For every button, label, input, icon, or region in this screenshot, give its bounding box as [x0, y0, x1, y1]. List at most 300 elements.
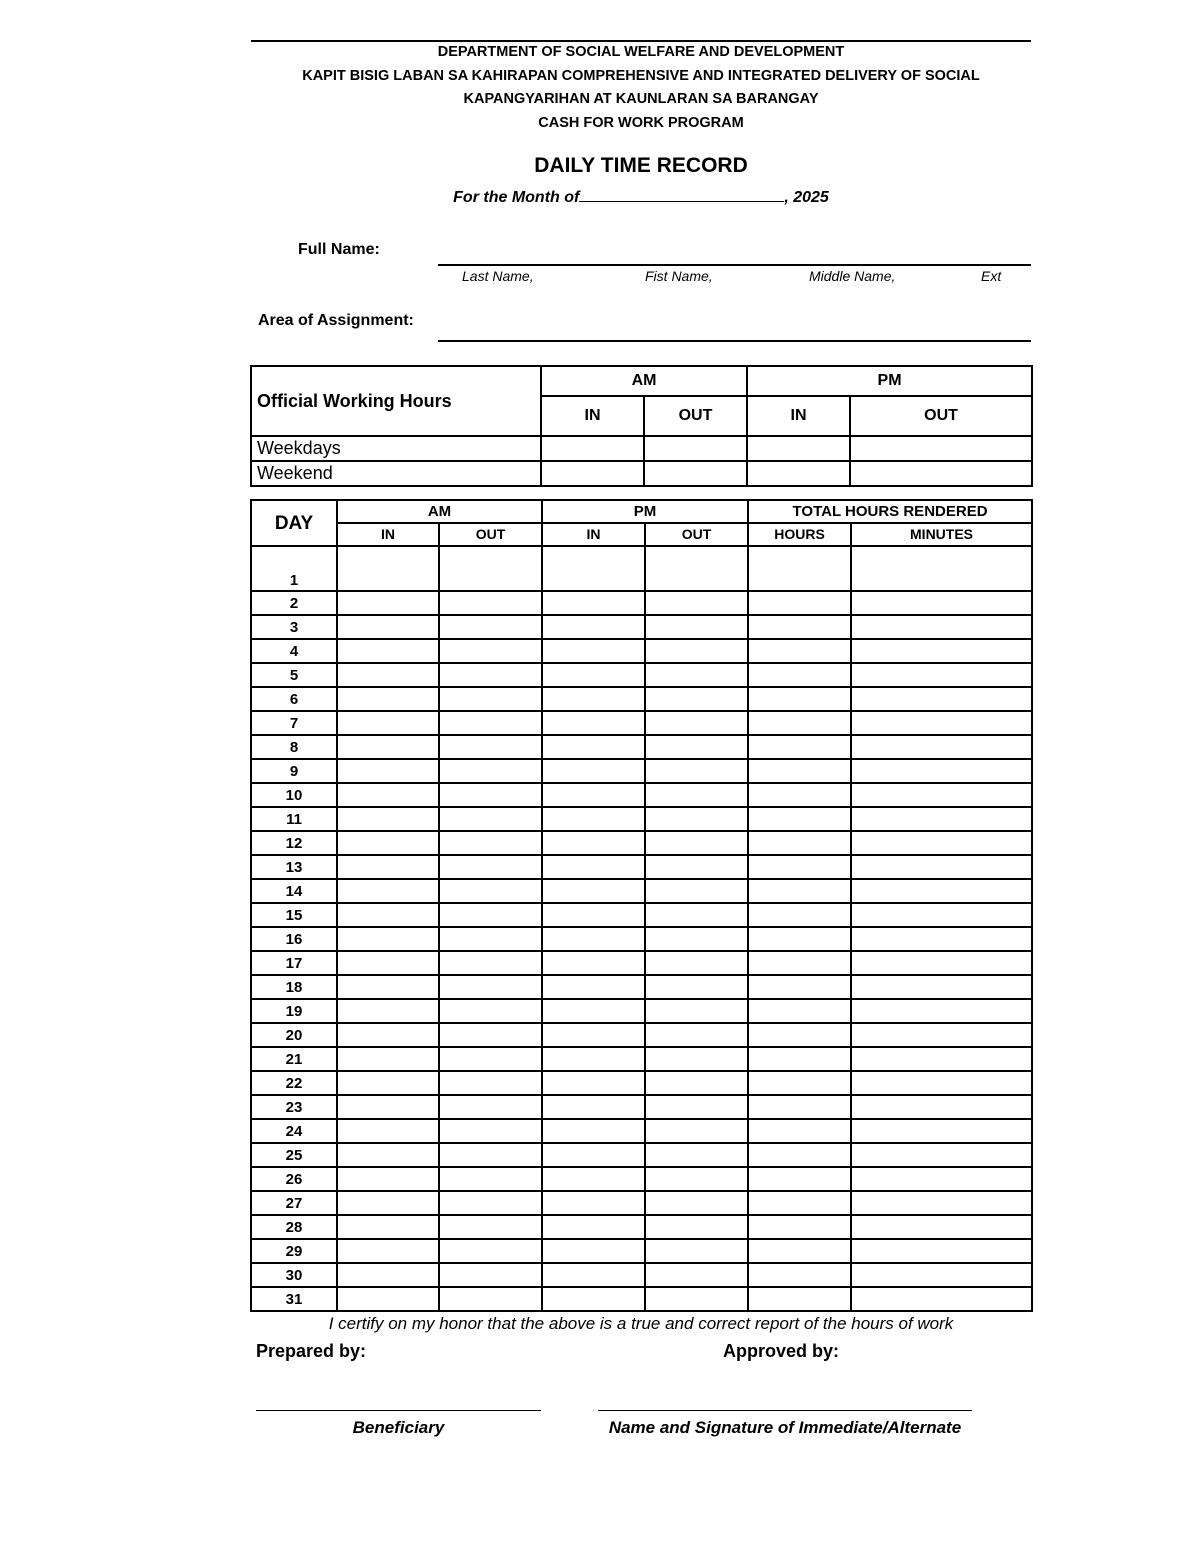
day-row	[251, 1191, 1032, 1215]
time-entry-cell[interactable]	[337, 783, 439, 807]
time-entry-cell[interactable]	[542, 1215, 645, 1239]
time-entry-cell[interactable]	[748, 951, 851, 975]
time-entry-cell[interactable]	[748, 711, 851, 735]
day-number: 3	[251, 615, 337, 639]
time-entry-cell[interactable]	[542, 855, 645, 879]
time-entry-cell[interactable]	[645, 1191, 748, 1215]
time-entry-cell[interactable]	[645, 975, 748, 999]
time-entry-cell[interactable]	[645, 1263, 748, 1287]
time-entry-cell[interactable]	[748, 1047, 851, 1071]
prepared-by-label: Prepared by:	[256, 1341, 367, 1361]
day-row	[251, 927, 1032, 951]
day-row	[251, 975, 1032, 999]
time-entry-cell[interactable]	[337, 999, 439, 1023]
time-entry-cell[interactable]	[748, 1263, 851, 1287]
time-entry-cell[interactable]	[851, 879, 1032, 903]
day-number: 4	[251, 639, 337, 663]
time-entry-cell[interactable]	[748, 927, 851, 951]
time-entry-cell[interactable]	[542, 1071, 645, 1095]
day-row	[251, 759, 1032, 783]
time-entry-cell[interactable]	[542, 1047, 645, 1071]
time-entry-cell[interactable]	[748, 1167, 851, 1191]
day-header: DAY	[251, 500, 337, 546]
time-entry-cell[interactable]	[748, 999, 851, 1023]
time-entry-cell[interactable]	[645, 1047, 748, 1071]
time-entry-cell[interactable]	[439, 903, 542, 927]
time-entry-cell[interactable]	[748, 1287, 851, 1311]
time-entry-cell[interactable]	[337, 807, 439, 831]
time-entry-cell[interactable]	[542, 639, 645, 663]
time-entry-cell[interactable]	[851, 1023, 1032, 1047]
header-department: DEPARTMENT OF SOCIAL WELFARE AND DEVELOPMENT	[437, 44, 845, 60]
owh-cell[interactable]	[850, 436, 1032, 461]
day-number: 7	[251, 711, 337, 735]
dtr-am-header: AM	[337, 500, 542, 523]
time-entry-cell[interactable]	[337, 663, 439, 687]
time-entry-cell[interactable]	[337, 1263, 439, 1287]
time-entry-cell[interactable]	[337, 591, 439, 615]
day-row	[251, 855, 1032, 879]
dtr-am-out: OUT	[439, 523, 542, 546]
time-entry-cell[interactable]	[748, 783, 851, 807]
time-entry-cell[interactable]	[337, 1191, 439, 1215]
time-entry-cell[interactable]	[645, 1287, 748, 1311]
time-entry-cell[interactable]	[645, 855, 748, 879]
time-entry-cell[interactable]	[542, 1023, 645, 1047]
time-entry-cell[interactable]	[337, 615, 439, 639]
time-entry-cell[interactable]	[542, 1167, 645, 1191]
dtr-pm-out: OUT	[645, 523, 748, 546]
time-entry-cell[interactable]	[337, 1287, 439, 1311]
time-entry-cell[interactable]	[851, 615, 1032, 639]
header-program-line3: CASH FOR WORK PROGRAM	[538, 115, 744, 131]
owh-cell[interactable]	[541, 436, 644, 461]
time-entry-cell[interactable]	[645, 879, 748, 903]
owh-cell[interactable]	[541, 461, 644, 486]
official-hours-title: Official Working Hours	[251, 366, 541, 436]
time-entry-cell[interactable]	[439, 999, 542, 1023]
time-entry-cell[interactable]	[542, 711, 645, 735]
time-entry-cell[interactable]	[337, 927, 439, 951]
day-number: 2	[251, 591, 337, 615]
day-row	[251, 1143, 1032, 1167]
time-entry-cell[interactable]	[748, 759, 851, 783]
time-entry-cell[interactable]	[851, 591, 1032, 615]
full-name-label: Full Name:	[298, 241, 380, 258]
owh-cell[interactable]	[850, 461, 1032, 486]
time-entry-cell[interactable]	[542, 879, 645, 903]
header-rule	[251, 40, 1031, 42]
day-row	[251, 735, 1032, 759]
time-entry-cell[interactable]	[542, 735, 645, 759]
time-entry-cell[interactable]	[439, 1263, 542, 1287]
time-entry-cell[interactable]	[337, 759, 439, 783]
header-program-line2: KAPANGYARIHAN AT KAUNLARAN SA BARANGAY	[463, 91, 819, 107]
time-entry-cell[interactable]	[851, 1071, 1032, 1095]
time-entry-cell[interactable]	[851, 903, 1032, 927]
time-entry-cell[interactable]	[439, 807, 542, 831]
time-entry-cell[interactable]	[337, 687, 439, 711]
day-row	[251, 687, 1032, 711]
day-number: 22	[251, 1071, 337, 1095]
time-entry-cell[interactable]	[748, 807, 851, 831]
document-title: DAILY TIME RECORD	[534, 154, 748, 177]
time-entry-cell[interactable]	[439, 1215, 542, 1239]
time-entry-cell[interactable]	[542, 831, 645, 855]
time-entry-cell[interactable]	[851, 927, 1032, 951]
day-row	[251, 1215, 1032, 1239]
time-entry-cell[interactable]	[748, 615, 851, 639]
time-entry-cell[interactable]	[337, 546, 439, 591]
beneficiary-caption: Beneficiary	[352, 1418, 445, 1437]
approver-signature-line[interactable]	[598, 1410, 972, 1411]
day-row	[251, 1071, 1032, 1095]
time-entry-cell[interactable]	[645, 1167, 748, 1191]
last-name-caption: Last Name,	[462, 268, 534, 284]
time-entry-cell[interactable]	[542, 927, 645, 951]
day-row	[251, 783, 1032, 807]
day-number: 14	[251, 879, 337, 903]
official-hours-table	[250, 365, 1033, 487]
time-entry-cell[interactable]	[542, 759, 645, 783]
time-entry-cell[interactable]	[851, 663, 1032, 687]
time-entry-cell[interactable]	[439, 831, 542, 855]
day-number: 31	[251, 1287, 337, 1311]
day-row	[251, 1023, 1032, 1047]
time-entry-cell[interactable]	[439, 687, 542, 711]
dtr-body	[251, 546, 1032, 1311]
header-program-line1: KAPIT BISIG LABAN SA KAHIRAPAN COMPREHENSIVE AND INTEGRATED DELIVERY OF SOCIAL	[302, 68, 980, 84]
time-entry-cell[interactable]	[542, 591, 645, 615]
time-entry-cell[interactable]	[439, 879, 542, 903]
time-entry-cell[interactable]	[542, 615, 645, 639]
time-entry-cell[interactable]	[645, 807, 748, 831]
time-entry-cell[interactable]	[851, 807, 1032, 831]
time-entry-cell[interactable]	[851, 831, 1032, 855]
time-entry-cell[interactable]	[337, 975, 439, 999]
time-entry-cell[interactable]	[851, 783, 1032, 807]
time-entry-cell[interactable]	[748, 735, 851, 759]
time-entry-cell[interactable]	[542, 687, 645, 711]
dtr-pm-in: IN	[542, 523, 645, 546]
time-entry-cell[interactable]	[337, 879, 439, 903]
time-entry-cell[interactable]	[748, 687, 851, 711]
time-entry-cell[interactable]	[645, 735, 748, 759]
day-number: 13	[251, 855, 337, 879]
time-entry-cell[interactable]	[851, 1263, 1032, 1287]
time-entry-cell[interactable]	[645, 1023, 748, 1047]
time-entry-cell[interactable]	[439, 711, 542, 735]
time-entry-cell[interactable]	[439, 1287, 542, 1311]
time-entry-cell[interactable]	[645, 759, 748, 783]
time-entry-cell[interactable]	[337, 1071, 439, 1095]
time-entry-cell[interactable]	[337, 903, 439, 927]
day-number: 21	[251, 1047, 337, 1071]
time-entry-cell[interactable]	[748, 639, 851, 663]
certification-statement: I certify on my honor that the above is a true and correct report of the hours of work	[328, 1314, 954, 1333]
time-entry-cell[interactable]	[748, 1071, 851, 1095]
day-row	[251, 615, 1032, 639]
day-row	[251, 1239, 1032, 1263]
owh-cell[interactable]	[747, 436, 850, 461]
month-blank[interactable]	[579, 187, 784, 202]
time-entry-cell[interactable]	[851, 1239, 1032, 1263]
time-entry-cell[interactable]	[851, 687, 1032, 711]
day-row	[251, 1287, 1032, 1311]
day-number: 20	[251, 1023, 337, 1047]
time-entry-cell[interactable]	[645, 711, 748, 735]
time-entry-cell[interactable]	[645, 1071, 748, 1095]
time-entry-cell[interactable]	[337, 735, 439, 759]
time-entry-cell[interactable]	[748, 1239, 851, 1263]
time-entry-cell[interactable]	[439, 1167, 542, 1191]
time-entry-cell[interactable]	[645, 903, 748, 927]
time-entry-cell[interactable]	[542, 1119, 645, 1143]
day-row	[251, 831, 1032, 855]
time-entry-cell[interactable]	[337, 639, 439, 663]
time-entry-cell[interactable]	[851, 546, 1032, 591]
middle-name-caption: Middle Name,	[809, 268, 896, 284]
time-entry-cell[interactable]	[645, 1239, 748, 1263]
time-entry-cell[interactable]	[337, 1047, 439, 1071]
time-entry-cell[interactable]	[645, 615, 748, 639]
owh-cell[interactable]	[644, 436, 747, 461]
time-entry-cell[interactable]	[542, 1143, 645, 1167]
time-entry-cell[interactable]	[748, 591, 851, 615]
day-number: 8	[251, 735, 337, 759]
time-entry-cell[interactable]	[851, 1143, 1032, 1167]
time-entry-cell[interactable]	[645, 591, 748, 615]
day-row	[251, 1119, 1032, 1143]
time-entry-cell[interactable]	[337, 711, 439, 735]
area-line[interactable]	[438, 340, 1031, 342]
time-entry-cell[interactable]	[542, 951, 645, 975]
dtr-minutes: MINUTES	[851, 523, 1032, 546]
time-entry-cell[interactable]	[439, 639, 542, 663]
time-entry-cell[interactable]	[542, 999, 645, 1023]
area-label: Area of Assignment:	[258, 312, 414, 329]
time-entry-cell[interactable]	[748, 1215, 851, 1239]
time-entry-cell[interactable]	[645, 546, 748, 591]
time-entry-cell[interactable]	[645, 663, 748, 687]
time-entry-cell[interactable]	[542, 1263, 645, 1287]
day-number: 17	[251, 951, 337, 975]
time-entry-cell[interactable]	[851, 711, 1032, 735]
time-entry-cell[interactable]	[439, 591, 542, 615]
day-row	[251, 1047, 1032, 1071]
day-row	[251, 711, 1032, 735]
time-entry-cell[interactable]	[542, 663, 645, 687]
month-line	[251, 187, 1031, 207]
time-entry-cell[interactable]	[542, 783, 645, 807]
time-entry-cell[interactable]	[645, 1143, 748, 1167]
day-number: 10	[251, 783, 337, 807]
time-entry-cell[interactable]	[851, 975, 1032, 999]
day-row	[251, 1167, 1032, 1191]
time-entry-cell[interactable]	[439, 1239, 542, 1263]
time-entry-cell[interactable]	[337, 855, 439, 879]
day-number: 5	[251, 663, 337, 687]
owh-am-out: OUT	[644, 396, 747, 436]
time-entry-cell[interactable]	[645, 639, 748, 663]
time-entry-cell[interactable]	[645, 831, 748, 855]
time-entry-cell[interactable]	[337, 1143, 439, 1167]
day-number: 12	[251, 831, 337, 855]
time-entry-cell[interactable]	[851, 735, 1032, 759]
time-entry-cell[interactable]	[748, 1191, 851, 1215]
owh-am-header: AM	[541, 366, 747, 396]
time-entry-cell[interactable]	[851, 1191, 1032, 1215]
owh-cell[interactable]	[747, 461, 850, 486]
time-entry-cell[interactable]	[337, 1215, 439, 1239]
day-number: 30	[251, 1263, 337, 1287]
time-entry-cell[interactable]	[645, 783, 748, 807]
time-entry-cell[interactable]	[748, 1023, 851, 1047]
time-entry-cell[interactable]	[542, 1287, 645, 1311]
time-entry-cell[interactable]	[542, 807, 645, 831]
time-entry-cell[interactable]	[439, 1095, 542, 1119]
time-entry-cell[interactable]	[748, 855, 851, 879]
time-entry-cell[interactable]	[645, 999, 748, 1023]
time-entry-cell[interactable]	[337, 831, 439, 855]
owh-cell[interactable]	[644, 461, 747, 486]
time-entry-cell[interactable]	[851, 1167, 1032, 1191]
time-entry-cell[interactable]	[439, 783, 542, 807]
time-entry-cell[interactable]	[748, 975, 851, 999]
time-entry-cell[interactable]	[439, 546, 542, 591]
time-entry-cell[interactable]	[645, 951, 748, 975]
time-entry-cell[interactable]	[542, 903, 645, 927]
first-name-caption: Fist Name,	[645, 268, 713, 284]
daily-time-record-table	[250, 499, 1033, 1312]
day-row	[251, 546, 1032, 591]
day-number: 27	[251, 1191, 337, 1215]
time-entry-cell[interactable]	[542, 1095, 645, 1119]
time-entry-cell[interactable]	[542, 1191, 645, 1215]
time-entry-cell[interactable]	[439, 951, 542, 975]
full-name-line[interactable]	[438, 264, 1031, 266]
time-entry-cell[interactable]	[851, 855, 1032, 879]
day-number: 25	[251, 1143, 337, 1167]
time-entry-cell[interactable]	[439, 615, 542, 639]
day-row	[251, 663, 1032, 687]
day-row	[251, 999, 1032, 1023]
time-entry-cell[interactable]	[851, 999, 1032, 1023]
approver-caption: Name and Signature of Immediate/Alternate	[608, 1418, 962, 1437]
day-number: 23	[251, 1095, 337, 1119]
time-entry-cell[interactable]	[748, 879, 851, 903]
time-entry-cell[interactable]	[748, 1119, 851, 1143]
day-row	[251, 591, 1032, 615]
time-entry-cell[interactable]	[748, 831, 851, 855]
time-entry-cell[interactable]	[542, 546, 645, 591]
time-entry-cell[interactable]	[439, 1191, 542, 1215]
time-entry-cell[interactable]	[645, 1095, 748, 1119]
time-entry-cell[interactable]	[851, 1287, 1032, 1311]
time-entry-cell[interactable]	[645, 687, 748, 711]
month-prefix: For the Month of	[453, 189, 580, 206]
dtr-am-in: IN	[337, 523, 439, 546]
time-entry-cell[interactable]	[439, 1071, 542, 1095]
time-entry-cell[interactable]	[851, 951, 1032, 975]
dtr-total-header: TOTAL HOURS RENDERED	[748, 500, 1032, 523]
owh-pm-header: PM	[747, 366, 1032, 396]
time-entry-cell[interactable]	[851, 639, 1032, 663]
dtr-pm-header: PM	[542, 500, 748, 523]
day-number: 1	[251, 546, 337, 591]
time-entry-cell[interactable]	[645, 927, 748, 951]
time-entry-cell[interactable]	[337, 1023, 439, 1047]
day-number: 29	[251, 1239, 337, 1263]
day-row	[251, 1263, 1032, 1287]
day-number: 24	[251, 1119, 337, 1143]
time-entry-cell[interactable]	[748, 546, 851, 591]
day-number: 11	[251, 807, 337, 831]
day-number: 6	[251, 687, 337, 711]
day-row	[251, 951, 1032, 975]
day-number: 26	[251, 1167, 337, 1191]
time-entry-cell[interactable]	[542, 975, 645, 999]
time-entry-cell[interactable]	[748, 1095, 851, 1119]
time-entry-cell[interactable]	[851, 1119, 1032, 1143]
owh-pm-in: IN	[747, 396, 850, 436]
time-entry-cell[interactable]	[439, 663, 542, 687]
time-entry-cell[interactable]	[439, 855, 542, 879]
owh-row-weekend: Weekend	[251, 461, 541, 486]
day-number: 18	[251, 975, 337, 999]
time-entry-cell[interactable]	[439, 927, 542, 951]
day-number: 15	[251, 903, 337, 927]
time-entry-cell[interactable]	[748, 1143, 851, 1167]
time-entry-cell[interactable]	[645, 1119, 748, 1143]
approved-by-label: Approved by:	[723, 1341, 840, 1361]
month-suffix: , 2025	[784, 189, 829, 206]
time-entry-cell[interactable]	[337, 951, 439, 975]
time-entry-cell[interactable]	[337, 1239, 439, 1263]
time-entry-cell[interactable]	[439, 759, 542, 783]
ext-caption: Ext	[981, 268, 1002, 284]
time-entry-cell[interactable]	[748, 663, 851, 687]
time-entry-cell[interactable]	[337, 1167, 439, 1191]
time-entry-cell[interactable]	[439, 1143, 542, 1167]
time-entry-cell[interactable]	[851, 1095, 1032, 1119]
time-entry-cell[interactable]	[748, 903, 851, 927]
day-row	[251, 807, 1032, 831]
day-row	[251, 879, 1032, 903]
time-entry-cell[interactable]	[851, 1215, 1032, 1239]
time-entry-cell[interactable]	[337, 1095, 439, 1119]
time-entry-cell[interactable]	[439, 1119, 542, 1143]
day-number: 9	[251, 759, 337, 783]
time-entry-cell[interactable]	[439, 975, 542, 999]
time-entry-cell[interactable]	[439, 735, 542, 759]
time-entry-cell[interactable]	[542, 1239, 645, 1263]
day-number: 28	[251, 1215, 337, 1239]
owh-row-weekdays: Weekdays	[251, 436, 541, 461]
time-entry-cell[interactable]	[851, 1047, 1032, 1071]
day-row	[251, 639, 1032, 663]
time-entry-cell[interactable]	[645, 1215, 748, 1239]
dtr-hours: HOURS	[748, 523, 851, 546]
time-entry-cell[interactable]	[439, 1023, 542, 1047]
time-entry-cell[interactable]	[439, 1047, 542, 1071]
owh-am-in: IN	[541, 396, 644, 436]
day-number: 19	[251, 999, 337, 1023]
time-entry-cell[interactable]	[337, 1119, 439, 1143]
time-entry-cell[interactable]	[851, 759, 1032, 783]
beneficiary-signature-line[interactable]	[256, 1410, 541, 1411]
owh-pm-out: OUT	[850, 396, 1032, 436]
